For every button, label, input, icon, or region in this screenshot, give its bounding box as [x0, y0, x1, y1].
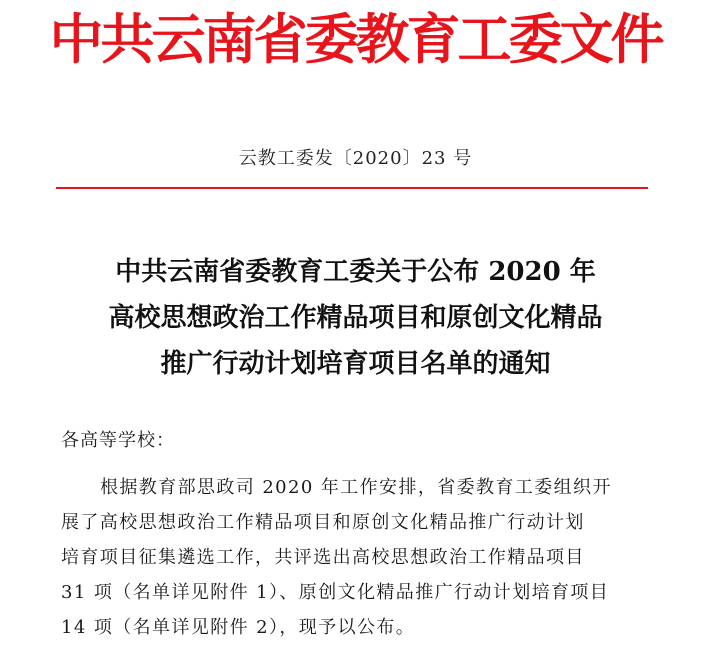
- body-line-3: 培育项目征集遴选工作，共评选出高校思想政治工作精品项目: [61, 547, 585, 568]
- document-title: [0, 249, 711, 387]
- body-line-5: 14 项（名单详见附件 2），现予以公布。: [61, 617, 416, 638]
- document-number: 云教工委发〔2020〕23 号: [238, 148, 473, 169]
- body-paragraph: [61, 470, 661, 645]
- red-divider-line: [56, 187, 648, 189]
- title-line-3: 推广行动计划培育项目名单的通知: [160, 349, 551, 379]
- salutation: 各高等学校：: [61, 430, 175, 451]
- body-line-4: 31 项（名单详见附件 1）、原创文化精品推广行动计划培育项目: [61, 582, 610, 603]
- title-line-1: 中共云南省委教育工委关于公布 2020 年: [115, 257, 596, 287]
- title-line-2: 高校思想政治工作精品项目和原创文化精品: [108, 303, 603, 333]
- document-issuer-header: 中共云南省委教育工委文件: [49, 8, 662, 71]
- body-line-2: 展了高校思想政治工作精品项目和原创文化精品推广行动计划: [61, 512, 585, 533]
- body-line-1: 根据教育部思政司 2020 年工作安排，省委教育工委组织开: [100, 477, 612, 498]
